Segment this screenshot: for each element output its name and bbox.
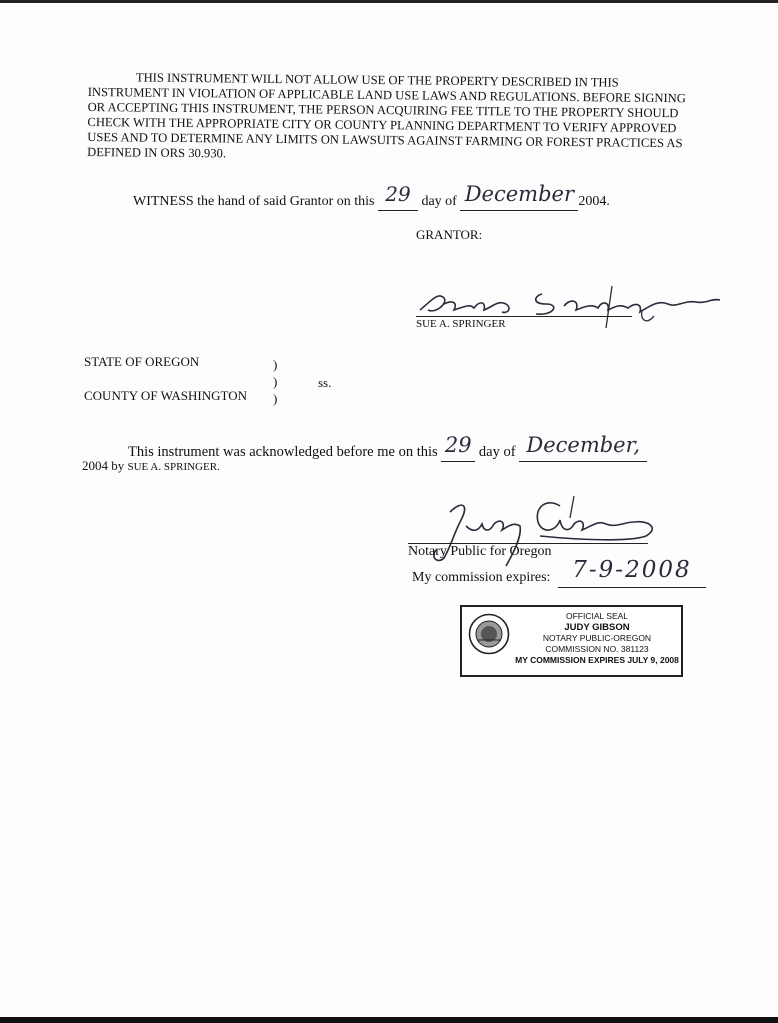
seal-text xyxy=(514,611,680,666)
witness-day-blank xyxy=(378,182,418,211)
acknowledgment-line-2 xyxy=(82,458,220,474)
oregon-state-seal-icon xyxy=(468,613,510,655)
commission-expires xyxy=(412,557,706,588)
venue-county: COUNTY OF WASHINGTON xyxy=(84,388,247,403)
grantor-signature-line xyxy=(416,316,632,317)
grantor-label: GRANTOR: xyxy=(416,227,483,242)
witness-month-blank xyxy=(460,182,578,211)
notary-official-seal xyxy=(460,605,683,677)
venue-state: STATE OF OREGON xyxy=(84,354,200,369)
seal-line-official: OFFICIAL SEAL xyxy=(565,611,629,621)
witness-month-handwritten: December xyxy=(464,182,574,206)
ack-year: 2004 by xyxy=(82,458,125,473)
seal-line-expires: MY COMMISSION EXPIRES JULY 9, 2008 xyxy=(515,655,679,665)
notary-title: Notary Public for Oregon xyxy=(408,544,552,559)
witness-day-handwritten: 29 xyxy=(385,182,411,206)
seal-line-commission-no: COMMISSION NO. 381123 xyxy=(545,644,649,654)
page-bottom-edge xyxy=(0,1017,778,1023)
ack-signer-name: SUE A. SPRINGER. xyxy=(127,461,220,473)
ack-day-blank xyxy=(441,433,475,462)
page-top-edge xyxy=(0,0,778,3)
witness-clause xyxy=(133,182,610,211)
ack-month-handwritten: December, xyxy=(526,433,641,457)
venue-ss: ss. xyxy=(318,375,332,390)
ack-month-blank xyxy=(519,433,647,462)
commission-date-blank xyxy=(558,557,706,588)
land-use-warning-paragraph: THIS INSTRUMENT WILL NOT ALLOW USE OF THE PROPERTY DESCRIBED IN THIS INSTRUMENT IN VIOLATION OF APPLICABLE LAND USE LAWS AND REGULATIONS. BEFORE SIGNING OR ACCEPTING THIS INSTRUMENT, THE PERSON ACQUIRING FEE TITLE TO THE PROPERTY SHOULD CHECK WITH THE APPROPRIATE CITY OR COUNTY PLANNING DEPARTMENT TO VERIFY APPROVED USES AND TO DETERMINE ANY LIMITS ON LAWSUITS AGAINST FARMING OR FOREST PRACTICES AS DEFINED IN ORS 30.930. xyxy=(87,70,686,161)
seal-line-name: JUDY GIBSON xyxy=(564,622,630,633)
grantor-printed-name: SUE A. SPRINGER xyxy=(416,318,506,330)
ack-prefix: This instrument was acknowledged before me on this xyxy=(128,444,438,460)
ack-day-of: day of xyxy=(478,444,516,460)
commission-date-handwritten: 7-9-2008 xyxy=(572,557,692,583)
venue-bracket-2: ) xyxy=(273,374,278,389)
ack-day-handwritten: 29 xyxy=(444,433,472,457)
witness-year: 2004. xyxy=(578,194,610,209)
venue-bracket-3: ) xyxy=(273,391,278,406)
venue-bracket-1: ) xyxy=(273,357,278,372)
seal-line-notary: NOTARY PUBLIC-OREGON xyxy=(542,633,652,643)
witness-prefix: WITNESS the hand of said Grantor on this xyxy=(133,194,375,209)
witness-day-of: day of xyxy=(421,194,457,209)
commission-label: My commission expires: xyxy=(412,570,551,585)
